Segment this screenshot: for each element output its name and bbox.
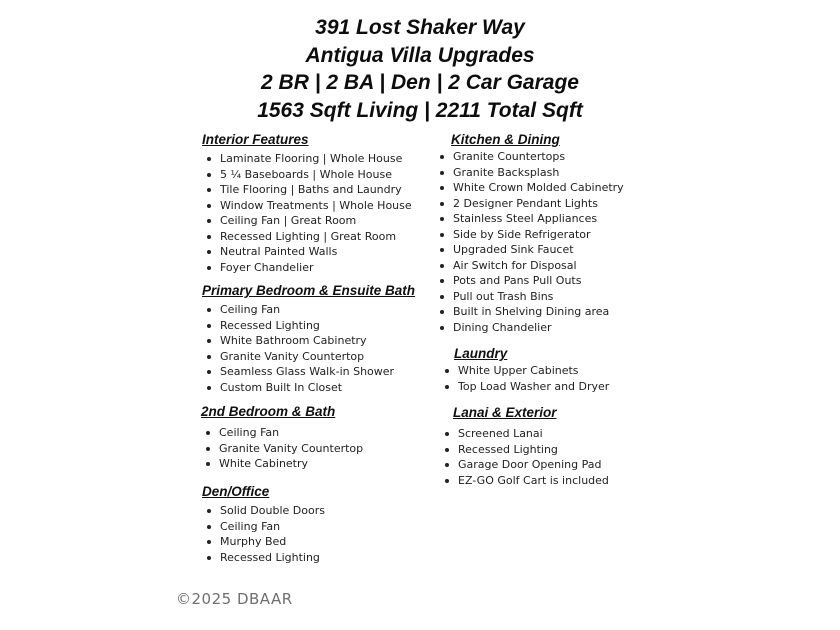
list-item: 2 Designer Pendant Lights — [435, 196, 624, 212]
feature-list — [202, 503, 325, 565]
list-item: Side by Side Refrigerator — [435, 227, 624, 243]
feature-list — [201, 425, 363, 472]
list-item: Air Switch for Disposal — [435, 258, 624, 274]
list-item: Granite Backsplash — [435, 165, 624, 181]
list-item: White Crown Molded Cabinetry — [435, 180, 624, 196]
interior-features-section — [202, 131, 412, 275]
list-item: Seamless Glass Walk-in Shower — [202, 364, 415, 380]
list-item: Custom Built In Closet — [202, 380, 415, 396]
list-item: Solid Double Doors — [202, 503, 325, 519]
section-title: Laundry — [454, 346, 508, 361]
list-item: Upgraded Sink Faucet — [435, 242, 624, 258]
list-item: Recessed Lighting — [202, 550, 325, 566]
list-item: Recessed Lighting — [202, 318, 415, 334]
feature-list — [202, 302, 415, 395]
list-item: Neutral Painted Walls — [202, 244, 412, 260]
list-item: Recessed Lighting — [440, 442, 609, 458]
feature-list — [440, 363, 609, 394]
list-item: Ceiling Fan — [202, 519, 325, 535]
list-item: Built in Shelving Dining area — [435, 304, 624, 320]
primary-bedroom-section — [202, 282, 415, 395]
feature-list — [435, 149, 624, 335]
feature-list — [440, 426, 609, 488]
list-item: 5 ¼ Baseboards | Whole House — [202, 167, 412, 183]
section-title: Interior Features — [202, 132, 309, 147]
address-title: 391 Lost Shaker Way — [315, 16, 525, 39]
section-title: 2nd Bedroom & Bath — [201, 404, 336, 419]
list-item: Garage Door Opening Pad — [440, 457, 609, 473]
copyright-watermark: ©2025 DBAAR — [176, 590, 293, 608]
list-item: Granite Countertops — [435, 149, 624, 165]
list-item: Murphy Bed — [202, 534, 325, 550]
laundry-section — [440, 345, 609, 394]
list-item: Window Treatments | Whole House — [202, 198, 412, 214]
den-office-section — [202, 483, 325, 565]
sqft-summary: 1563 Sqft Living | 2211 Total Sqft — [257, 98, 583, 122]
list-item: Granite Vanity Countertop — [202, 349, 415, 365]
list-item: White Bathroom Cabinetry — [202, 333, 415, 349]
list-item: Recessed Lighting | Great Room — [202, 229, 412, 245]
kitchen-dining-section — [435, 131, 624, 335]
list-item: White Cabinetry — [201, 456, 363, 472]
lanai-exterior-section — [440, 404, 609, 488]
list-item: Ceiling Fan — [201, 425, 363, 441]
list-item: Tile Flooring | Baths and Laundry — [202, 182, 412, 198]
list-item: Foyer Chandelier — [202, 260, 412, 276]
second-bedroom-section — [201, 403, 363, 472]
villa-title: Antigua Villa Upgrades — [305, 43, 535, 67]
list-item: EZ-GO Golf Cart is included — [440, 473, 609, 489]
list-item: Dining Chandelier — [435, 320, 624, 336]
list-item: Pull out Trash Bins — [435, 289, 624, 305]
list-item: Screened Lanai — [440, 426, 609, 442]
list-item: Ceiling Fan | Great Room — [202, 213, 412, 229]
list-item: Pots and Pans Pull Outs — [435, 273, 624, 289]
section-title: Den/Office — [202, 484, 270, 499]
list-item: Granite Vanity Countertop — [201, 441, 363, 457]
list-item: Stainless Steel Appliances — [435, 211, 624, 227]
list-item: White Upper Cabinets — [440, 363, 609, 379]
section-title: Primary Bedroom & Ensuite Bath — [202, 283, 416, 298]
section-title: Kitchen & Dining — [451, 132, 560, 147]
section-title: Lanai & Exterior — [453, 405, 557, 420]
feature-list — [202, 151, 412, 275]
list-item: Top Load Washer and Dryer — [440, 379, 609, 395]
rooms-summary: 2 BR | 2 BA | Den | 2 Car Garage — [261, 71, 579, 94]
list-item: Ceiling Fan — [202, 302, 415, 318]
document-header — [0, 14, 840, 124]
list-item: Laminate Flooring | Whole House — [202, 151, 412, 167]
